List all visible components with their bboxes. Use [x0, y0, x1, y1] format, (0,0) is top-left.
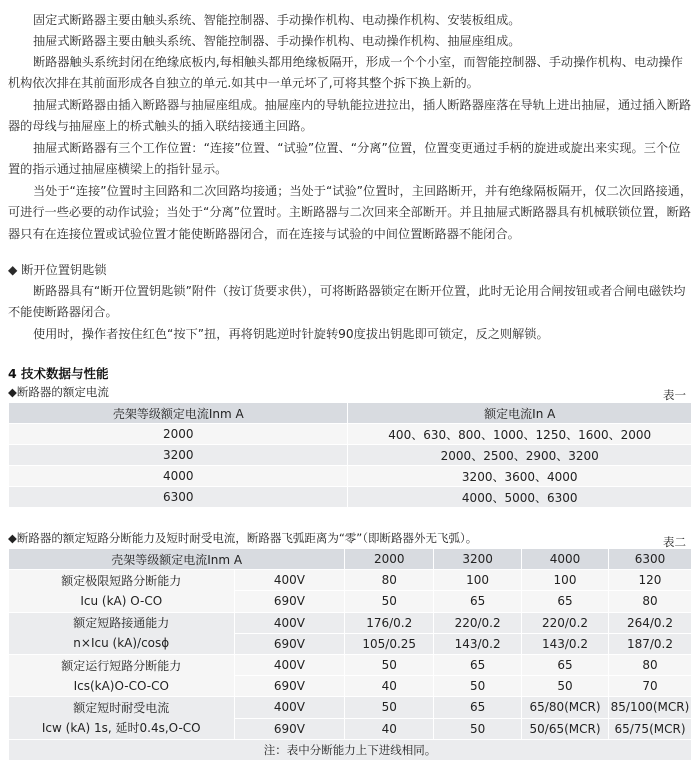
table-cell: 65 [522, 591, 609, 612]
table-cell: 264/0.2 [608, 612, 691, 633]
voltage-cell: 400V [234, 612, 345, 633]
table-row [9, 445, 692, 466]
voltage-cell: 400V [234, 697, 345, 718]
table-cell: 65 [434, 591, 522, 612]
table-cell: 2000、2500、2900、3200 [348, 445, 692, 466]
table-cell: 100 [522, 570, 609, 591]
voltage-cell: 400V [234, 570, 345, 591]
table-cell: 50 [345, 697, 434, 718]
table-header-cell: 3200 [434, 549, 522, 570]
table-row [9, 612, 692, 633]
table-header-row [9, 549, 692, 570]
group-title: 额定短路接通能力 [73, 616, 170, 631]
paragraph-drawout-structure: 抽屉式断路器由插入断路器与抽屉座组成。抽屉座内的导轨能拉进拉出，插人断路器座落在导轨上进出抽屉，通过插入断路器的母线与抽屉座上的桥式触头的插入联结接通主回路。 [8, 98, 692, 134]
table-cell: 3200 [9, 445, 348, 466]
table-header-cell: 壳架等级额定电流Inm A [9, 403, 348, 424]
table1-caption: ◆断路器的额定电流 [8, 385, 109, 399]
lock-paragraph-2: 使用时，操作者按住红色“按下”扭，再将钥匙逆时针旋转90度拔出钥匙即可锁定，反之则解锁。 [33, 327, 549, 341]
paragraph-position-states: 当处于“连接”位置时主回路和二次回路均接通；当处于“试验”位置时，主回路断开，并有绝缘隔板隔开，仅二次回路接通，可进行一些必要的动作试验；当处于“分离”位置时。主断路器与二次回来全部断开。并且抽屉式断路器具有机械联锁位置，断路器只有在连接位置或试验位置才能使断路器闭合，而在连接与试验的中间位置断路器不能闭合。 [8, 184, 693, 241]
table-cell: 176/0.2 [345, 612, 434, 633]
table-cell: 80 [608, 591, 691, 612]
group-label-icw [9, 697, 235, 739]
table-note: 注：表中分断能力上下进线相同。 [9, 739, 692, 760]
group-symbol: Ics(kA)O-CO-CO [73, 678, 169, 693]
table-cell: 100 [434, 570, 522, 591]
paragraph-drawout: 抽屉式断路器主要由触头系统、智能控制器、手动操作机构、电动操作机构、抽屉座组成。 [33, 34, 521, 48]
table-header-cell: 4000 [522, 549, 609, 570]
group-label-ics [9, 654, 235, 696]
table-cell: 6300 [9, 487, 348, 508]
table-cell: 143/0.2 [522, 633, 609, 654]
paragraph-positions: 抽屉式断路器有三个工作位置：“连接”位置、“试验”位置、“分离”位置，位置变更通过手柄的旋进或旋出来实现。三个位置的指示通过抽屉座横梁上的指针显示。 [8, 141, 681, 177]
table-row [9, 654, 692, 675]
table-cell: 80 [608, 654, 691, 675]
table-cell: 40 [345, 676, 434, 697]
table-cell: 143/0.2 [434, 633, 522, 654]
group-title: 额定极限短路分断能力 [61, 573, 182, 588]
table-cell: 65/80(MCR) [522, 697, 609, 718]
paragraph-contact-system: 断路器触头系统封闭在绝缘底板内,每相触头都用绝缘板隔开，形成一个个小室，而智能控制器、手动操作机构、电动操作机构依次排在其前面形成各自独立的单元.如其中一单元坏了,可将其整个拆下换上新的。 [8, 55, 683, 91]
table2-caption: ◆断路器的额定短路分断能力及短时耐受电流，断路器飞弧距离为“零”（即断路器外无飞弧）。 [8, 531, 478, 545]
group-label-making [9, 612, 235, 654]
table-note-row [9, 739, 692, 760]
table-cell: 220/0.2 [434, 612, 522, 633]
table-cell: 50 [522, 676, 609, 697]
table-cell: 400、630、800、1000、1250、1600、2000 [348, 424, 692, 445]
table-header-cell: 2000 [345, 549, 434, 570]
table-row [9, 570, 692, 591]
table-cell: 3200、3600、4000 [348, 466, 692, 487]
table-cell: 4000 [9, 466, 348, 487]
table1-label: 表一 [663, 388, 686, 402]
table-cell: 187/0.2 [608, 633, 691, 654]
breaking-capacity-table [8, 548, 692, 761]
table-cell: 65 [522, 654, 609, 675]
table-cell: 105/0.25 [345, 633, 434, 654]
table-cell: 50/65(MCR) [522, 718, 609, 739]
table-cell: 65/75(MCR) [608, 718, 691, 739]
table-row [9, 487, 692, 508]
table-row [9, 697, 692, 718]
voltage-cell: 690V [234, 591, 345, 612]
voltage-cell: 690V [234, 633, 345, 654]
group-label-icu [9, 570, 235, 612]
table-cell: 85/100(MCR) [608, 697, 691, 718]
group-symbol: Icw (kA) 1s, 延时0.4s,O-CO [41, 721, 201, 735]
table-cell: 70 [608, 676, 691, 697]
group-symbol: Icu (kA) O-CO [80, 593, 163, 608]
table-cell: 4000、5000、6300 [348, 487, 692, 508]
table-row [9, 424, 692, 445]
voltage-cell: 690V [234, 676, 345, 697]
section-heading: 4 技术数据与性能 [8, 366, 109, 381]
table-header-row [9, 403, 692, 424]
table-header-cell: 额定电流In A [348, 403, 692, 424]
table-cell: 65 [434, 697, 522, 718]
table-row [9, 466, 692, 487]
paragraph-fixed: 固定式断路器主要由触头系统、智能控制器、手动操作机构、电动操作机构、安装板组成。 [33, 13, 521, 27]
voltage-cell: 400V [234, 654, 345, 675]
table-cell: 40 [345, 718, 434, 739]
table-cell: 220/0.2 [522, 612, 609, 633]
table-cell: 120 [608, 570, 691, 591]
group-title: 额定运行短路分断能力 [61, 658, 182, 673]
table-header-cell: 6300 [608, 549, 691, 570]
lock-paragraph-1: 断路器具有“断开位置钥匙锁”附件（按订货要求供），可将断路器锁定在断开位置，此时无论用合闸按钮或者合闸电磁铁均不能使断路器闭合。 [8, 284, 686, 320]
group-title: 额定短时耐受电流 [73, 701, 170, 715]
table-cell: 50 [345, 654, 434, 675]
group-symbol: n×Icu (kA)/cosϕ [73, 636, 170, 651]
rated-current-table [8, 402, 692, 508]
table-cell: 65 [434, 654, 522, 675]
table-cell: 2000 [9, 424, 348, 445]
table-cell: 80 [345, 570, 434, 591]
lock-section-title: ◆ 断开位置钥匙锁 [8, 263, 107, 277]
table-cell: 50 [434, 676, 522, 697]
voltage-cell: 690V [234, 718, 345, 739]
table2-label: 表二 [663, 535, 686, 549]
table-header-cell: 壳架等级额定电流Inm A [9, 549, 345, 570]
table-cell: 50 [345, 591, 434, 612]
table-cell: 50 [434, 718, 522, 739]
